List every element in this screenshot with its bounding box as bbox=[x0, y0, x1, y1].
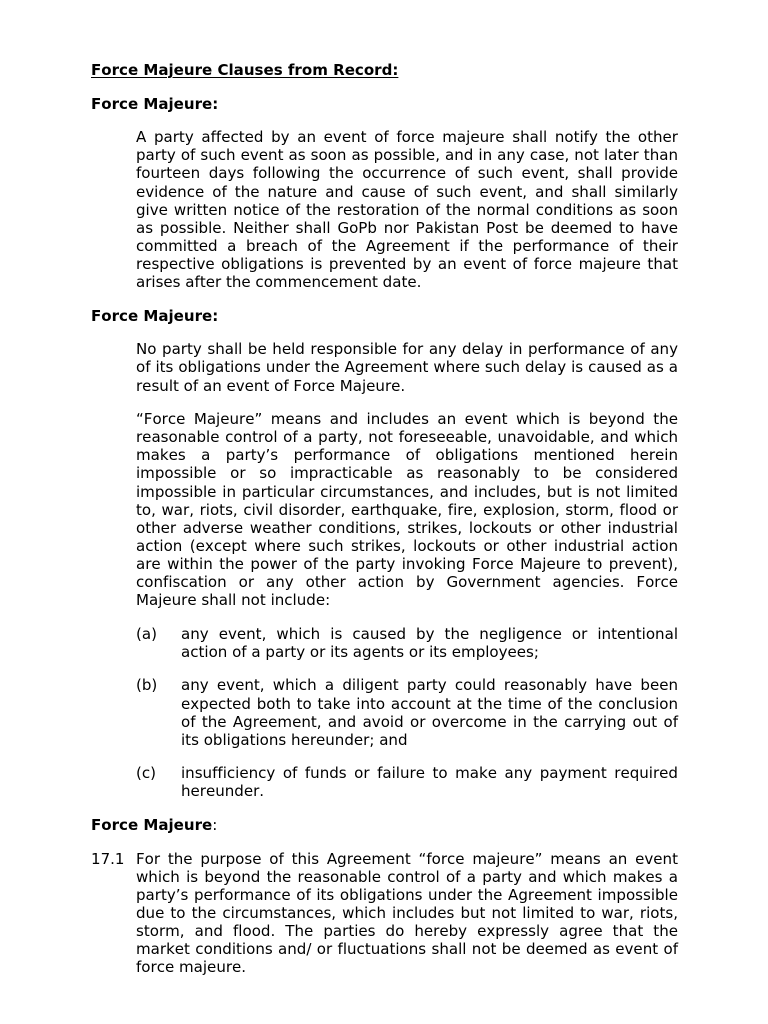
clause-text: For the purpose of this Agreement “force majeure” means an event which is beyond the reasonable control of a party and which makes a party’s performance of its obligations under the Agreement impossible due to the circumstances, which includes but not limited to war, riots, storm, and flood. The parties do hereby expressly agree that the market conditions and/ or fluctuations shall not be deemed as event of force majeure. bbox=[136, 849, 678, 977]
document-body bbox=[91, 61, 678, 992]
list-label: (c) bbox=[136, 764, 157, 783]
list-label: (b) bbox=[136, 676, 158, 695]
paragraph: A party affected by an event of force majeure shall notify the other party of such event as soon as possible, and in any case, not later than fourteen days following the occurrence of such event, shall provide evidence of the nature and cause of such event, and shall similarly give written notice of the restoration of the normal conditions as soon as possible. Neither shall GoPb nor Pakistan Post be deemed to have committed a breach of the Agreement if the performance of their respective obligations is prevented by an event of force majeure that arises after the commencement date. bbox=[136, 128, 678, 292]
document-title: Force Majeure Clauses from Record: bbox=[91, 61, 399, 79]
list-item bbox=[136, 625, 678, 661]
heading-colon: : bbox=[212, 816, 218, 835]
paragraph: “Force Majeure” means and includes an event which is beyond the reasonable control of a party, not foreseeable, unavoidable, and which makes a party’s performance of obligations mentioned herein impossible or so impracticable as reasonably to be considered impossible in particular circumstances, and includes, but is not limited to, war, riots, civil disorder, earthquake, fire, explosion, storm, flood or other adverse weather conditions, strikes, lockouts or other industrial action (except where such strikes, lockouts or other industrial action are within the power of the party invoking Force Majeure to prevent), confiscation or any other action by Government agencies. Force Majeure shall not include: bbox=[136, 410, 678, 610]
clause-number: 17.1 bbox=[91, 849, 125, 868]
list-item bbox=[136, 676, 678, 748]
section-heading bbox=[91, 816, 678, 834]
paragraph: No party shall be held responsible for any delay in performance of any of its obligations under the Agreement where such delay is caused as a result of an event of Force Majeure. bbox=[136, 340, 678, 395]
clause bbox=[91, 850, 678, 977]
section-heading: Force Majeure: bbox=[91, 306, 219, 325]
list-text: insufficiency of funds or failure to make any payment required hereunder. bbox=[181, 764, 678, 801]
list-text: any event, which is caused by the negligence or intentional action of a party or its agents or its employees; bbox=[181, 624, 678, 661]
section-heading: Force Majeure: bbox=[91, 94, 219, 113]
list-item bbox=[136, 764, 678, 800]
list-text: any event, which a diligent party could reasonably have been expected both to take into account at the time of the conclusion of the Agreement, and avoid or overcome in the carrying out of its obligations hereunder; and bbox=[181, 676, 678, 749]
section-heading-text: Force Majeure bbox=[91, 816, 213, 835]
list-label: (a) bbox=[136, 624, 157, 643]
